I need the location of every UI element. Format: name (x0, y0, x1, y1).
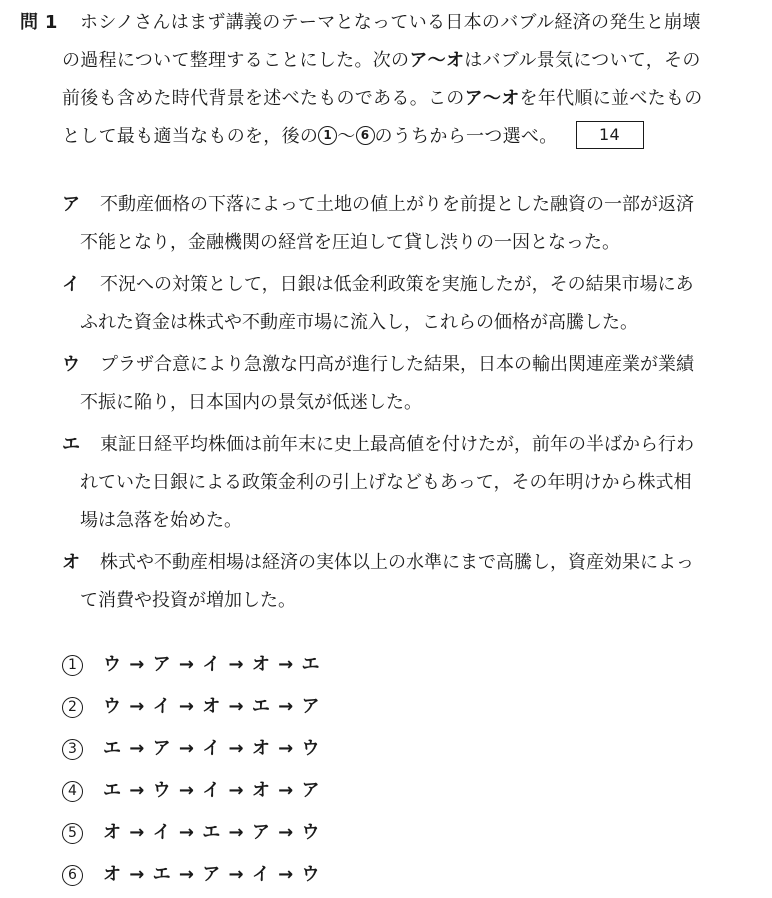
statement-u (62, 346, 752, 422)
circled-number-6: 6 (356, 126, 375, 145)
statement-line: 不振に陥り，日本国内の景気が低迷した。 (80, 392, 422, 413)
option-sequence: オ → エ → ア → イ → ウ (103, 864, 321, 885)
answer-options (62, 646, 462, 898)
option-sequence: エ → ア → イ → オ → ウ (103, 738, 321, 759)
option-sequence: ウ → ア → イ → オ → エ (103, 654, 321, 675)
question-text-2a: の過程について整理することにした。次の (62, 50, 410, 71)
statement-line: 不動産価格の下落によって土地の値上がりを前提とした融資の一部が返済 (100, 194, 694, 215)
statement-line: ふれた資金は株式や不動産市場に流入し，これらの価格が高騰した。 (80, 312, 638, 333)
question-text-3c: を年代順に並べたもの (519, 88, 703, 109)
statement-label: エ (62, 434, 80, 455)
statement-o (62, 544, 752, 620)
option-6[interactable] (62, 856, 462, 894)
option-number: 2 (62, 697, 83, 718)
option-number: 6 (62, 865, 83, 886)
option-5[interactable] (62, 814, 462, 852)
option-3[interactable] (62, 730, 462, 768)
statement-line: 不況への対策として，日銀は低金利政策を実施したが，その結果市場にあ (100, 274, 694, 295)
option-number: 4 (62, 781, 83, 802)
question-text-4a: として最も適当なものを，後の (62, 126, 319, 147)
option-1[interactable] (62, 646, 462, 684)
option-4[interactable] (62, 772, 462, 810)
answer-box[interactable]: 14 (576, 121, 644, 149)
question-text-3a: 前後も含めた時代背景を述べたものである。この (62, 88, 465, 109)
statement-text (62, 544, 752, 620)
option-number: 1 (62, 655, 83, 676)
statement-label: オ (62, 552, 80, 573)
question-stem (20, 4, 750, 156)
question-text-1: ホシノさんはまず講義のテーマとなっている日本のバブル経済の発生と崩壊 (80, 12, 701, 33)
option-number: 3 (62, 739, 83, 760)
question-text-3b: ア～オ (464, 88, 520, 109)
statement-label: ウ (62, 354, 80, 375)
question-line-3 (20, 80, 750, 118)
statement-text (62, 186, 752, 262)
statement-label: イ (62, 274, 80, 295)
option-number: 5 (62, 823, 83, 844)
statement-a (62, 186, 752, 262)
option-sequence: エ → ウ → イ → オ → ア (103, 780, 321, 801)
statement-i (62, 266, 752, 342)
question-line-1 (20, 4, 750, 42)
statement-e (62, 426, 752, 540)
statement-line: れていた日銀による政策金利の引上げなどもあって，その年明けから株式相 (80, 472, 692, 493)
statement-line: て消費や投資が増加した。 (80, 590, 296, 611)
question-line-4 (20, 118, 750, 156)
question-text-2c: はバブル景気について，その (464, 50, 701, 71)
statement-line: 不能となり，金融機関の経営を圧迫して貸し渋りの一因となった。 (80, 232, 620, 253)
question-line-2 (20, 42, 750, 80)
question-text-4b: のうちから一つ選べ。 (374, 126, 558, 147)
question-text-2b: ア～オ (409, 50, 465, 71)
statement-text (62, 346, 752, 422)
option-sequence: オ → イ → エ → ア → ウ (103, 822, 321, 843)
option-sequence: ウ → イ → オ → エ → ア (103, 696, 321, 717)
statement-text (62, 426, 752, 540)
question-tilde: ～ (337, 126, 356, 147)
circled-number-1: 1 (318, 126, 337, 145)
statement-label: ア (62, 194, 80, 215)
statement-line: 株式や不動産相場は経済の実体以上の水準にまで高騰し，資産効果によっ (100, 552, 694, 573)
question-number: 問 1 (20, 12, 58, 33)
option-2[interactable] (62, 688, 462, 726)
statement-text (62, 266, 752, 342)
statement-line: プラザ合意により急激な円高が進行した結果，日本の輸出関連産業が業績 (100, 354, 694, 375)
statements-list (62, 186, 752, 624)
statement-line: 東証日経平均株価は前年末に史上最高値を付けたが，前年の半ばから行わ (100, 434, 694, 455)
statement-line: 場は急落を始めた。 (80, 510, 242, 531)
